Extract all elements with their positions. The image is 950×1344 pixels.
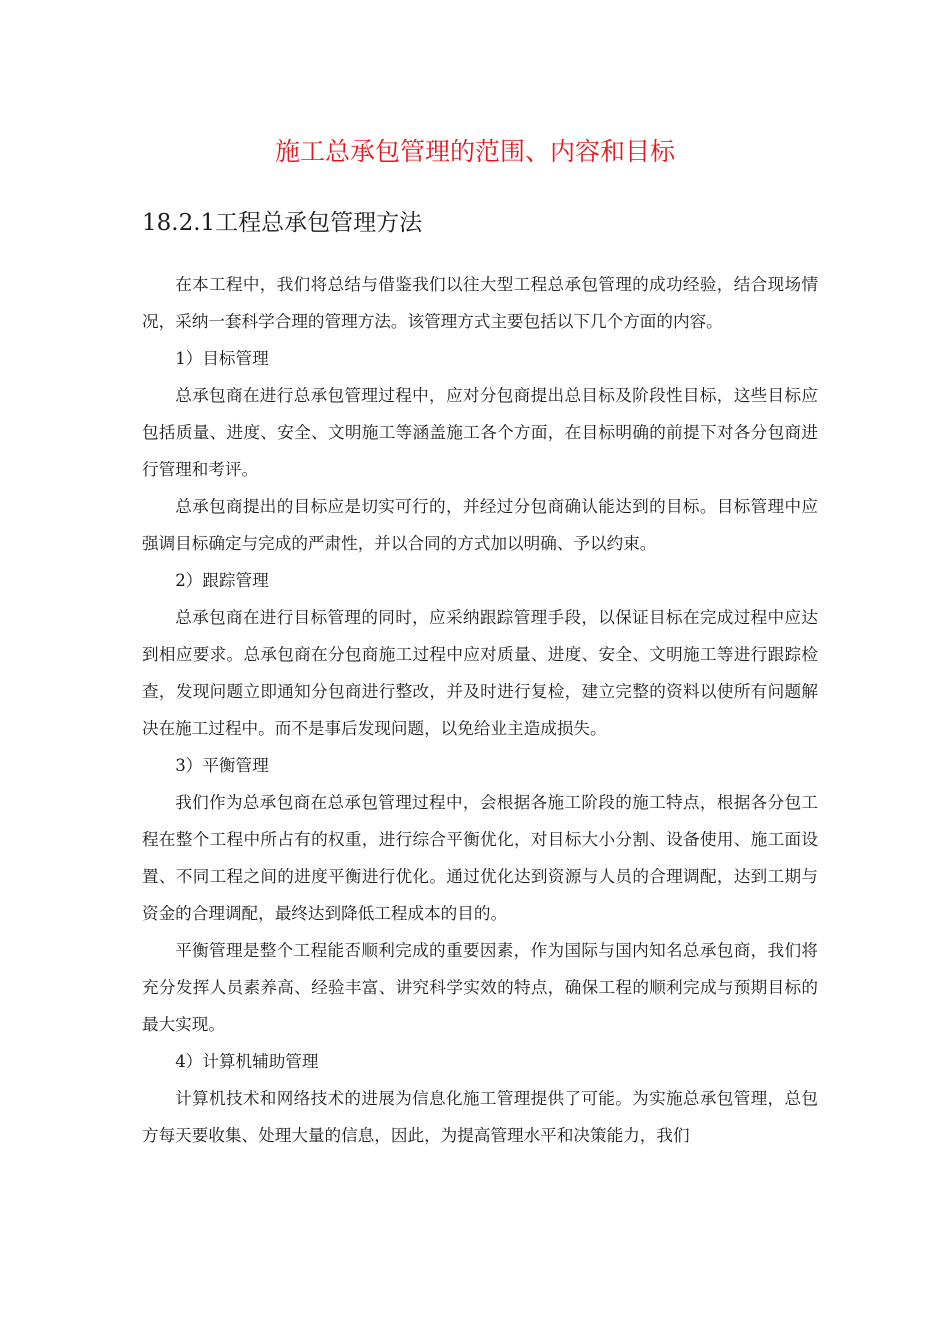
paragraph: 我们作为总承包商在总承包管理过程中，会根据各施工阶段的施工特点，根据各分包工程在整个工程中所占有的权重，进行综合平衡优化，对目标大小分割、设备使用、施工面设置、不同工程之间的进度平衡进行优化。通过优化达到资源与人员的合理调配，达到工期与资金的合理调配，最终达到降低工程成本的目的。 xyxy=(142,793,818,923)
section-heading: 18.2.1工程总承包管理方法 xyxy=(142,210,423,236)
paragraph: 计算机技术和网络技术的进展为信息化施工管理提供了可能。为实施总承包管理，总包方每天要收集、处理大量的信息，因此，为提高管理水平和决策能力，我们 xyxy=(142,1089,818,1145)
subheading-balance-management: 3）平衡管理 xyxy=(175,756,269,775)
subheading-tracking-management: 2）跟踪管理 xyxy=(175,571,269,590)
paragraph: 总承包商提出的目标应是切实可行的，并经过分包商确认能达到的目标。目标管理中应强调目标确定与完成的严肃性，并以合同的方式加以明确、予以约束。 xyxy=(142,497,818,553)
document-title: 施工总承包管理的范围、内容和目标 xyxy=(274,137,675,166)
subheading-computer-aided-management: 4）计算机辅助管理 xyxy=(175,1052,319,1071)
paragraph-intro: 在本工程中，我们将总结与借鉴我们以往大型工程总承包管理的成功经验，结合现场情况，采纳一套科学合理的管理方法。该管理方式主要包括以下几个方面的内容。 xyxy=(142,275,818,331)
paragraph: 总承包商在进行目标管理的同时，应采纳跟踪管理手段，以保证目标在完成过程中应达到相应要求。总承包商在分包商施工过程中应对质量、进度、安全、文明施工等进行跟踪检查，发现问题立即通知分包商进行整改，并及时进行复检，建立完整的资料以使所有问题解决在施工过程中。而不是事后发现问题，以免给业主造成损失。 xyxy=(142,608,818,738)
body-text xyxy=(142,266,818,1154)
paragraph: 总承包商在进行总承包管理过程中，应对分包商提出总目标及阶段性目标，这些目标应包括质量、进度、安全、文明施工等涵盖施工各个方面，在目标明确的前提下对各分包商进行管理和考评。 xyxy=(142,386,818,479)
subheading-target-management: 1）目标管理 xyxy=(175,349,269,368)
paragraph: 平衡管理是整个工程能否顺利完成的重要因素，作为国际与国内知名总承包商，我们将充分发挥人员素养高、经验丰富、讲究科学实效的特点，确保工程的顺利完成与预期目标的最大实现。 xyxy=(142,941,818,1034)
